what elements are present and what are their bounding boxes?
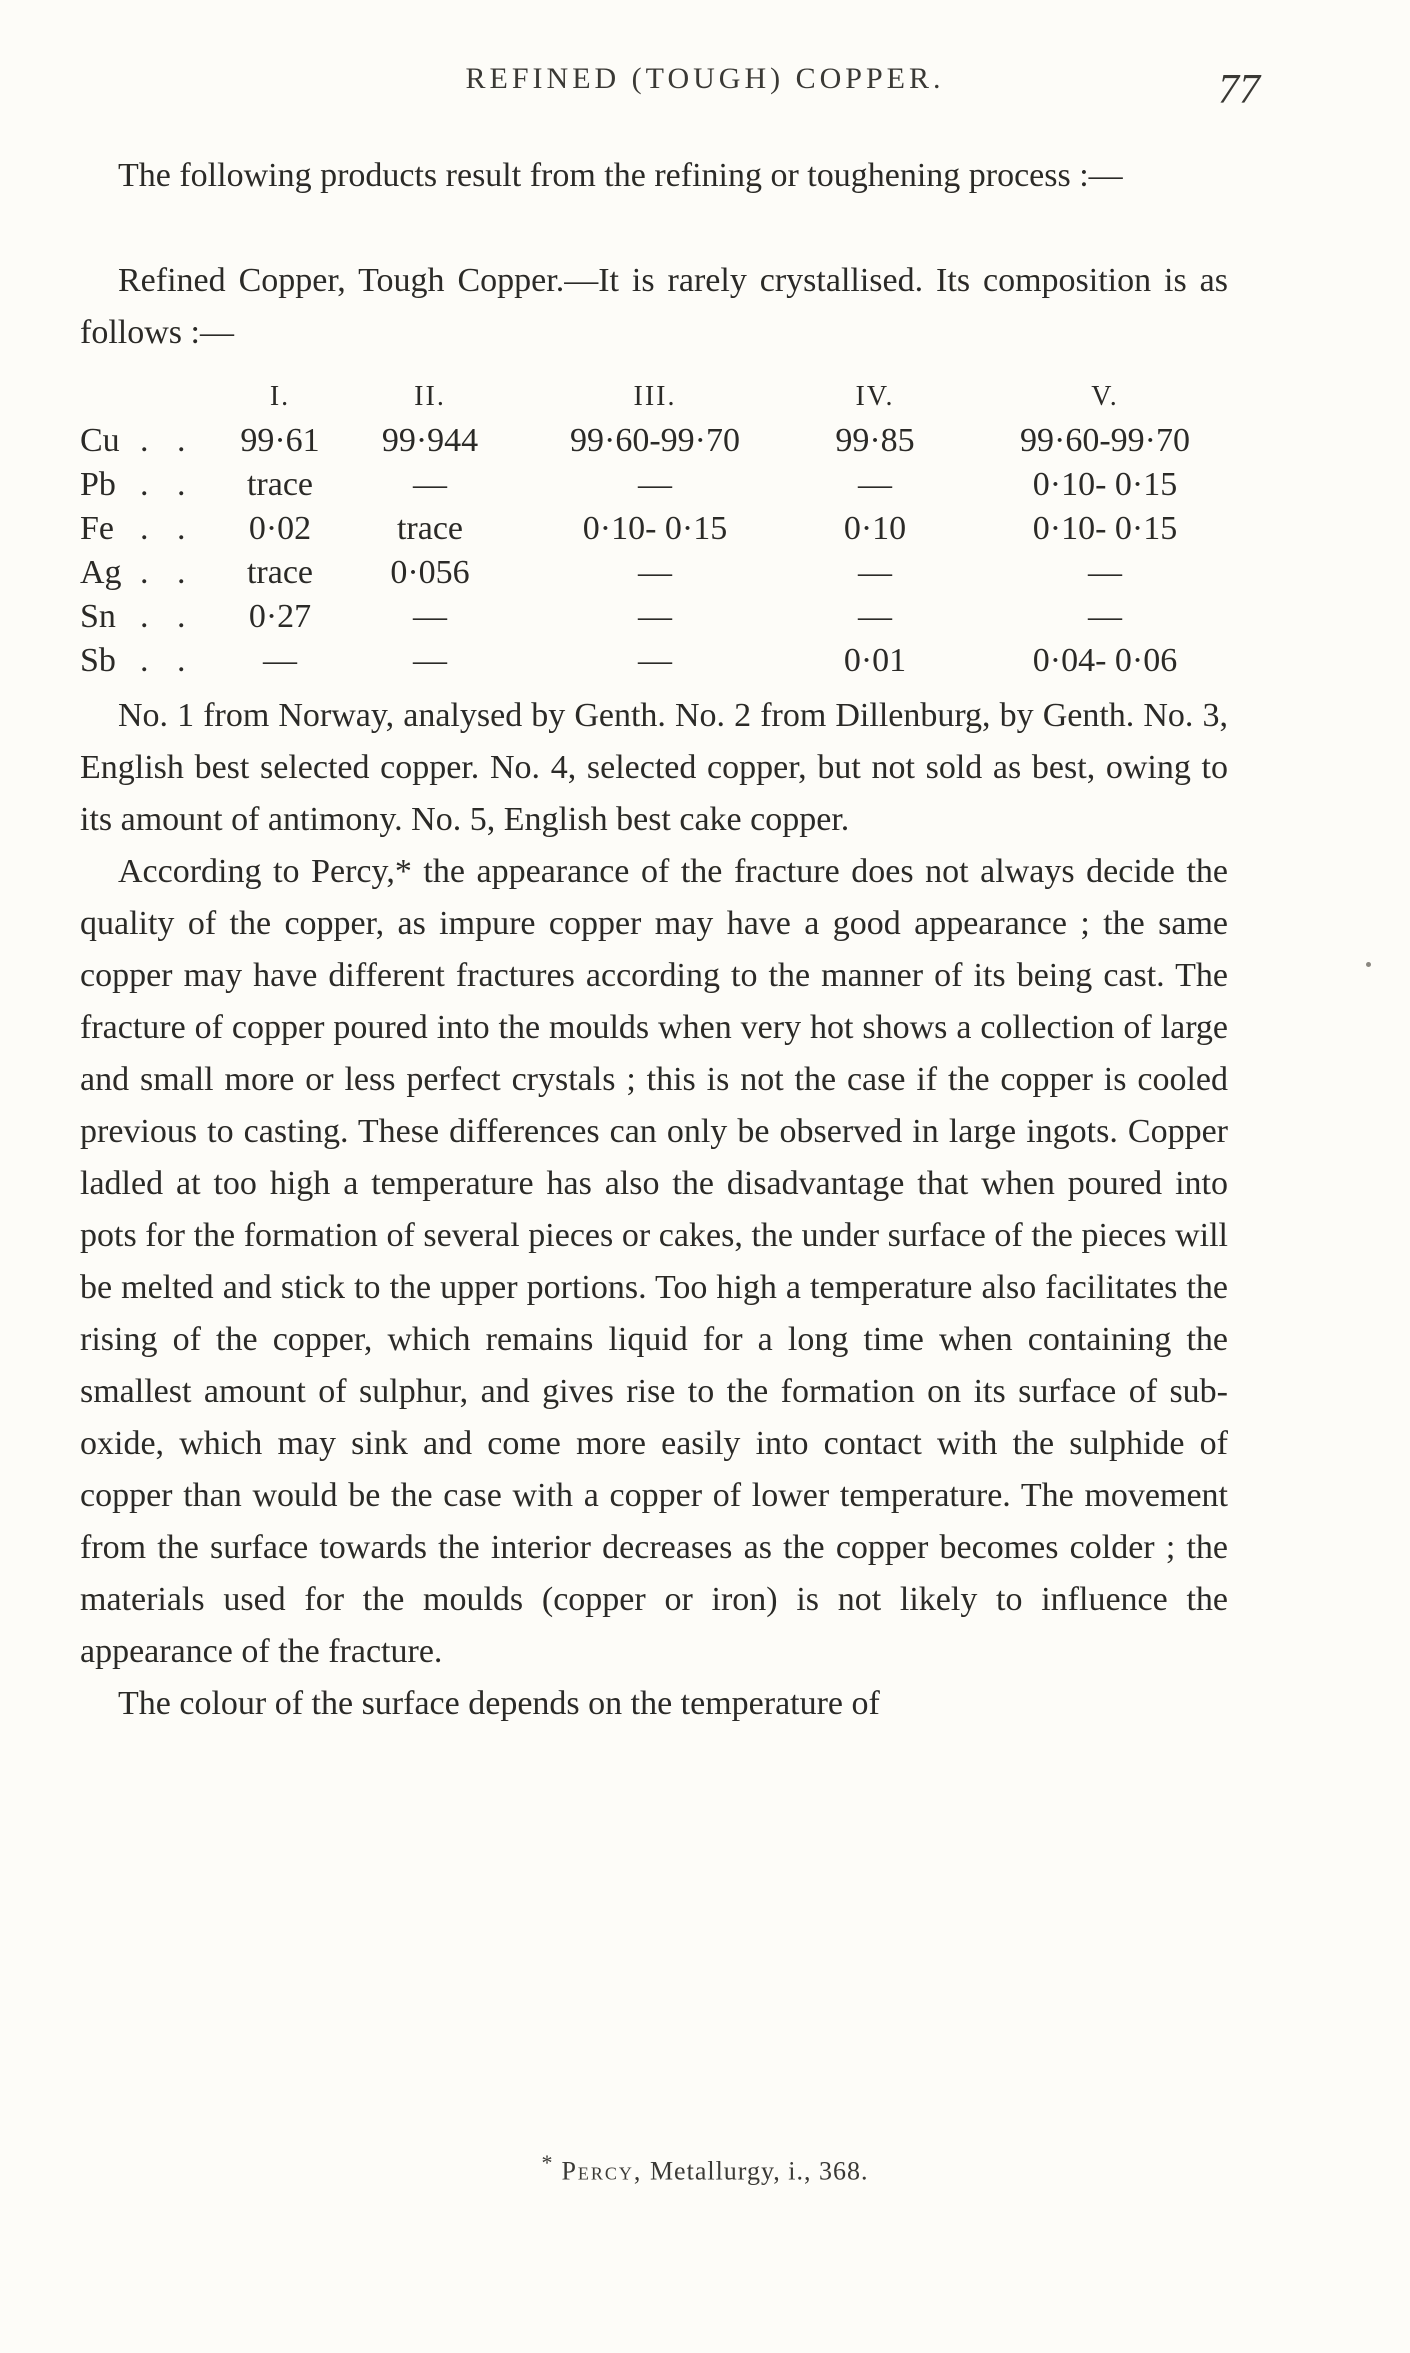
table-row: [80, 507, 1250, 551]
value-cell: trace: [246, 554, 314, 591]
value-cell: —: [638, 554, 672, 591]
composition-text: —It is rarely crystallised. Its composition is as follows :—: [80, 262, 1229, 351]
value-cell: 99·60-99·70: [1020, 422, 1190, 459]
value-cell: —: [413, 642, 447, 679]
surface-colour-paragraph: The colour of the surface depends on the temperature of: [118, 1685, 880, 1722]
value-cell: —: [413, 466, 447, 503]
value-cell: —: [263, 642, 297, 679]
leader-dots: . .: [140, 422, 196, 459]
value-cell: 99·944: [381, 422, 479, 459]
element-cell: Ag: [80, 554, 122, 591]
element-cell: Fe: [80, 510, 114, 547]
value-cell: 0·01: [843, 642, 907, 679]
percy-paragraph: According to Percy,* the appearance of the fracture does not always decide the quality of the copper, as impure copper may have a good appearance ; the same copper may have different fractures according to the manner of its being cast. The fracture of copper poured into the moulds when very hot shows a collection of large and small more or less perfect crystals ; this is not the case if the copper is cooled previous to casting. These differences can only be observed in large ingots. Copper ladled at too high a temperature has also the disadvantage that when poured into pots for the formation of several pieces or cakes, the under surface of the pieces will be melted and stick to the upper portions. Too high a temperature also facilitates the rising of the copper, which remains liquid for a long time when containing the smallest amount of sulphur, and gives rise to the formation on its surface of sub-oxide, which may sink and come more easily into contact with the sulphide of copper than would be the case with a copper of lower temperature. The movement from the surface towards the interior decreases as the copper becomes colder ; the materials used for the moulds (copper or iron) is not likely to influence the appearance of the fracture.: [80, 853, 1228, 1670]
intro-paragraph: [80, 150, 1228, 202]
value-cell: 0·10- 0·15: [1032, 466, 1178, 503]
composition-line: [80, 255, 1228, 359]
table-row: [80, 595, 1250, 639]
value-cell: 99·61: [240, 422, 320, 459]
table-header-row: [80, 375, 1250, 419]
value-cell: 0·056: [390, 554, 470, 591]
footnote-citation: Metallurgy, i., 368.: [649, 2156, 869, 2186]
leader-dots: . .: [140, 642, 196, 679]
section-heading: Refined Copper, Tough Copper.: [118, 262, 565, 299]
column-header: IV.: [855, 381, 895, 412]
value-cell: —: [638, 642, 672, 679]
header-blank: [140, 375, 220, 419]
value-cell: —: [638, 598, 672, 635]
composition-table: [80, 375, 1250, 683]
value-cell: 0·10- 0·15: [1032, 510, 1178, 547]
value-cell: 99·85: [835, 422, 915, 459]
table-row: [80, 551, 1250, 595]
value-cell: 99·60-99·70: [570, 422, 740, 459]
value-cell: 0·04- 0·06: [1032, 642, 1178, 679]
value-cell: —: [638, 466, 672, 503]
value-cell: trace: [396, 510, 464, 547]
value-cell: 0·10- 0·15: [582, 510, 728, 547]
value-cell: —: [858, 466, 892, 503]
header-blank: [80, 375, 140, 419]
element-cell: Cu: [80, 422, 120, 459]
page-number: 77: [1218, 67, 1260, 113]
value-cell: —: [858, 598, 892, 635]
sample-notes-paragraph: No. 1 from Norway, analysed by Genth. No. 2 from Dillenburg, by Genth. No. 3, English best selected copper. No. 4, selected copper, but not sold as best, owing to its amount of antimony. No. 5, English best cake copper.: [80, 697, 1228, 838]
paper-speck: [1366, 962, 1371, 967]
composition-paragraph: [80, 255, 1228, 359]
column-header: I.: [269, 381, 291, 412]
leader-dots: . .: [140, 466, 196, 503]
leader-dots: . .: [140, 598, 196, 635]
footnote-author: Percy,: [561, 2156, 643, 2186]
element-cell: Sn: [80, 598, 116, 635]
column-header: V.: [1091, 381, 1119, 412]
value-cell: 0·10: [843, 510, 907, 547]
value-cell: —: [413, 598, 447, 635]
table-row: [80, 463, 1250, 507]
element-cell: Sb: [80, 642, 116, 679]
footnote: [0, 2150, 1410, 2187]
column-header: II.: [414, 381, 446, 412]
leader-dots: . .: [140, 510, 196, 547]
body-text: [80, 690, 1228, 1730]
leader-dots: . .: [140, 554, 196, 591]
value-cell: trace: [246, 466, 314, 503]
value-cell: —: [1088, 598, 1122, 635]
footnote-mark: *: [541, 2150, 554, 2175]
intro-text: The following products result from the refining or toughening process :—: [118, 157, 1123, 194]
value-cell: 0·27: [248, 598, 312, 635]
running-title: REFINED (TOUGH) COPPER.: [465, 62, 945, 95]
column-header: III.: [633, 381, 677, 412]
value-cell: 0·02: [248, 510, 312, 547]
table-row: [80, 639, 1250, 683]
value-cell: —: [1088, 554, 1122, 591]
element-cell: Pb: [80, 466, 116, 503]
value-cell: —: [858, 554, 892, 591]
table-row: [80, 419, 1250, 463]
